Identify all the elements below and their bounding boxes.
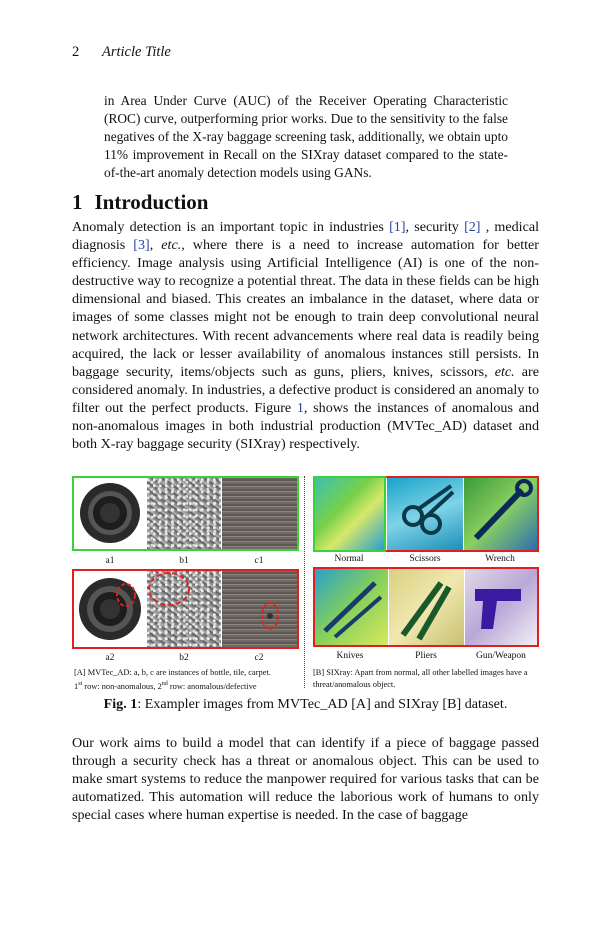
page-header xyxy=(72,44,171,61)
section-title: Introduction xyxy=(94,190,209,214)
note-a: [A] MVTec_AD: a, b, c are instances of bottle, tile, carpet. 1st row: non-anomalous, 2nd row: anomalous/defective xyxy=(74,668,271,691)
tile-image xyxy=(147,478,221,549)
citation-link[interactable]: [2] xyxy=(464,219,481,235)
running-title: Article Title xyxy=(102,44,171,60)
figure-link[interactable]: 1 xyxy=(296,399,304,416)
abstract-tail: in Area Under Curve (AUC) of the Receiver Operating Characteristic (ROC) curve, outperforming prior works. Due to the sensitivity to the false negatives of the X-ray baggage screening task, additionally, we obtain upto 11% improvement in Recall on the SIXray dataset compared to the state-of-the-art anomaly detection models using GANs. xyxy=(104,93,508,180)
label-a2: a2 xyxy=(105,653,115,663)
label-b2: b2 xyxy=(179,653,189,663)
scissors-xray-image xyxy=(387,478,463,550)
section-heading xyxy=(72,190,208,215)
label-knives: Knives xyxy=(336,651,364,661)
carpet-image xyxy=(222,478,297,549)
citation-link[interactable]: [3] xyxy=(133,237,150,254)
label-pliers: Pliers xyxy=(415,651,437,661)
bottle-image xyxy=(74,478,146,549)
label-scissors: Scissors xyxy=(409,554,441,564)
knives-xray-image xyxy=(315,569,388,645)
note-b: [B] SIXray: Apart from normal, all other labelled images have a threat/anomalous object. xyxy=(313,668,528,689)
tile-defect-image xyxy=(147,571,221,647)
figure-1 xyxy=(72,476,539,691)
label-gun-weapon: Gun/Weapon xyxy=(476,651,526,661)
pliers-xray-image xyxy=(389,569,464,645)
body-paragraph: Our work aims to build a model that can identify if a piece of baggage passed through a security check has a threat or anomalous object. This can be used to make smart systems to reduce the manpower required for various tasks that can be automatized. This automation will reduce the laborious work of humans to only special cases where human expertise is needed. In the case of baggage xyxy=(72,735,539,824)
label-normal: Normal xyxy=(334,554,364,564)
citation-link[interactable]: [1] xyxy=(389,219,406,235)
normal-xray-image xyxy=(313,476,386,552)
label-c1: c1 xyxy=(254,556,264,566)
label-a1: a1 xyxy=(105,556,115,566)
intro-paragraph: Anomaly detection is an important topic in industries [1], security [2] , medical diagnosis [3], etc., where there is a need to increase automation for better efficiency. Image analysis using Artificial Intelligence (AI) is one of the non-destructive way to recognize a potential threat. The data in these fields can be high dimensional and biased. This creates an imbalance in the dataset, where data or images of some classes might not be enough to train deep convolutional neural network architectures. With recent advancements where real data is readily being acquired, the lack or lesser availability of anomalous instances still persists. In baggage security, items/objects such as guns, pliers, knives, scissors, etc. are considered anomaly. In industries, a defective product is considered an anomaly to filter out the perfect products. Figure 1, shows the instances of anomalous and non-anomalous images in both industrial production (MVTec_AD) dataset and both X-ray baggage security (SIXray) respectively. xyxy=(72,219,540,453)
label-b1: b1 xyxy=(179,556,189,566)
wrench-xray-image xyxy=(464,478,537,550)
label-c2: c2 xyxy=(254,653,264,663)
figure-caption: Fig. 1: Exampler images from MVTec_AD [A] and SIXray [B] dataset. xyxy=(103,696,508,712)
panel-divider xyxy=(304,476,305,688)
section-number: 1 xyxy=(72,190,83,214)
page-number: 2 xyxy=(72,44,80,60)
label-wrench: Wrench xyxy=(485,554,515,564)
carpet-defect-image xyxy=(222,571,297,647)
bottle-defect-image xyxy=(74,571,146,647)
gun-xray-image xyxy=(465,569,537,645)
